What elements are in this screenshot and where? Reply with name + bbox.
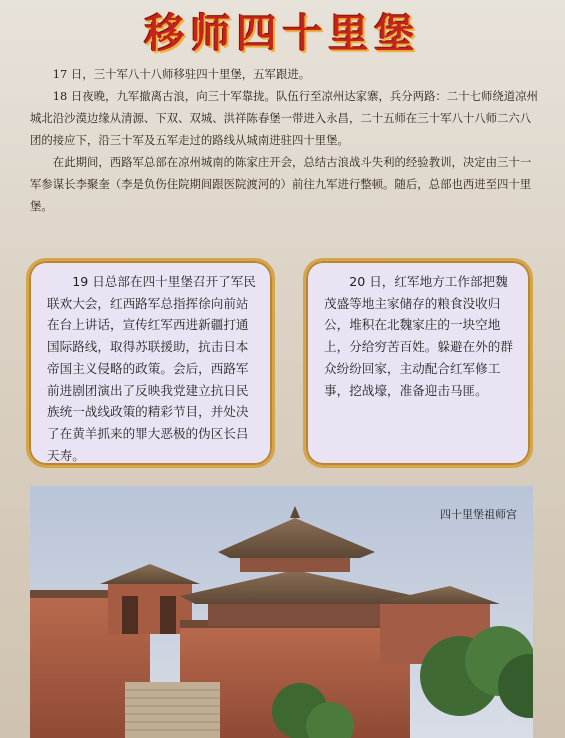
temple-photo (30, 486, 533, 738)
temple-illustration (30, 486, 533, 738)
photo-caption: 四十里堡祖师宫 (440, 508, 517, 521)
intro-paragraph: 在此期间，西路军总部在凉州城南的陈家庄开会，总结古浪战斗失利的经验教训，决定由三十一军参谋长李聚奎（李是负伤住院期间跟医院渡河的）前往九军进行整顿。随后，总部也西进至四十里堡。 (30, 155, 532, 213)
intro-paragraph: 17 日，三十军八十八师移驻四十里堡，五军跟进。 (52, 67, 311, 81)
text-panel-right (303, 258, 533, 468)
panel-text: 20 日，红军地方工作部把魏茂盛等地主家储存的粮食没收归公，堆积在北魏家庄的一块空地上，分给穷苦百姓。躲避在外的群众纷纷回家，主动配合红军修工事，挖战壕，准备迎击马匪。 (324, 274, 513, 398)
intro-text (30, 63, 538, 217)
panel-text: 19 日总部在四十里堡召开了军民联欢大会，红西路军总指挥徐向前站在台上讲话，宣传红军西进新疆打通国际路线，取得苏联援助，抗击日本帝国主义侵略的政策。会后，西路军前进剧团演出了反映我党建立抗日民族统一战线政策的精彩节目，并处决了在黄羊抓来的罪大恶极的伪区长吕天寿。 (47, 274, 256, 463)
page-title: 移师四十里堡 (144, 10, 421, 57)
text-panel-left (26, 258, 275, 468)
intro-paragraph: 18 日夜晚，九军撤离古浪，向三十军靠拢。队伍行至凉州达家寨，兵分两路：二十七师绕道凉州城北沿沙漠边缘从清源、下双、双城、洪祥陈春堡一带进入永昌，二十五师在三十军八十八师二六八团的接应下，沿三十军及五军走过的路线从城南进驻四十里堡。 (30, 89, 538, 147)
